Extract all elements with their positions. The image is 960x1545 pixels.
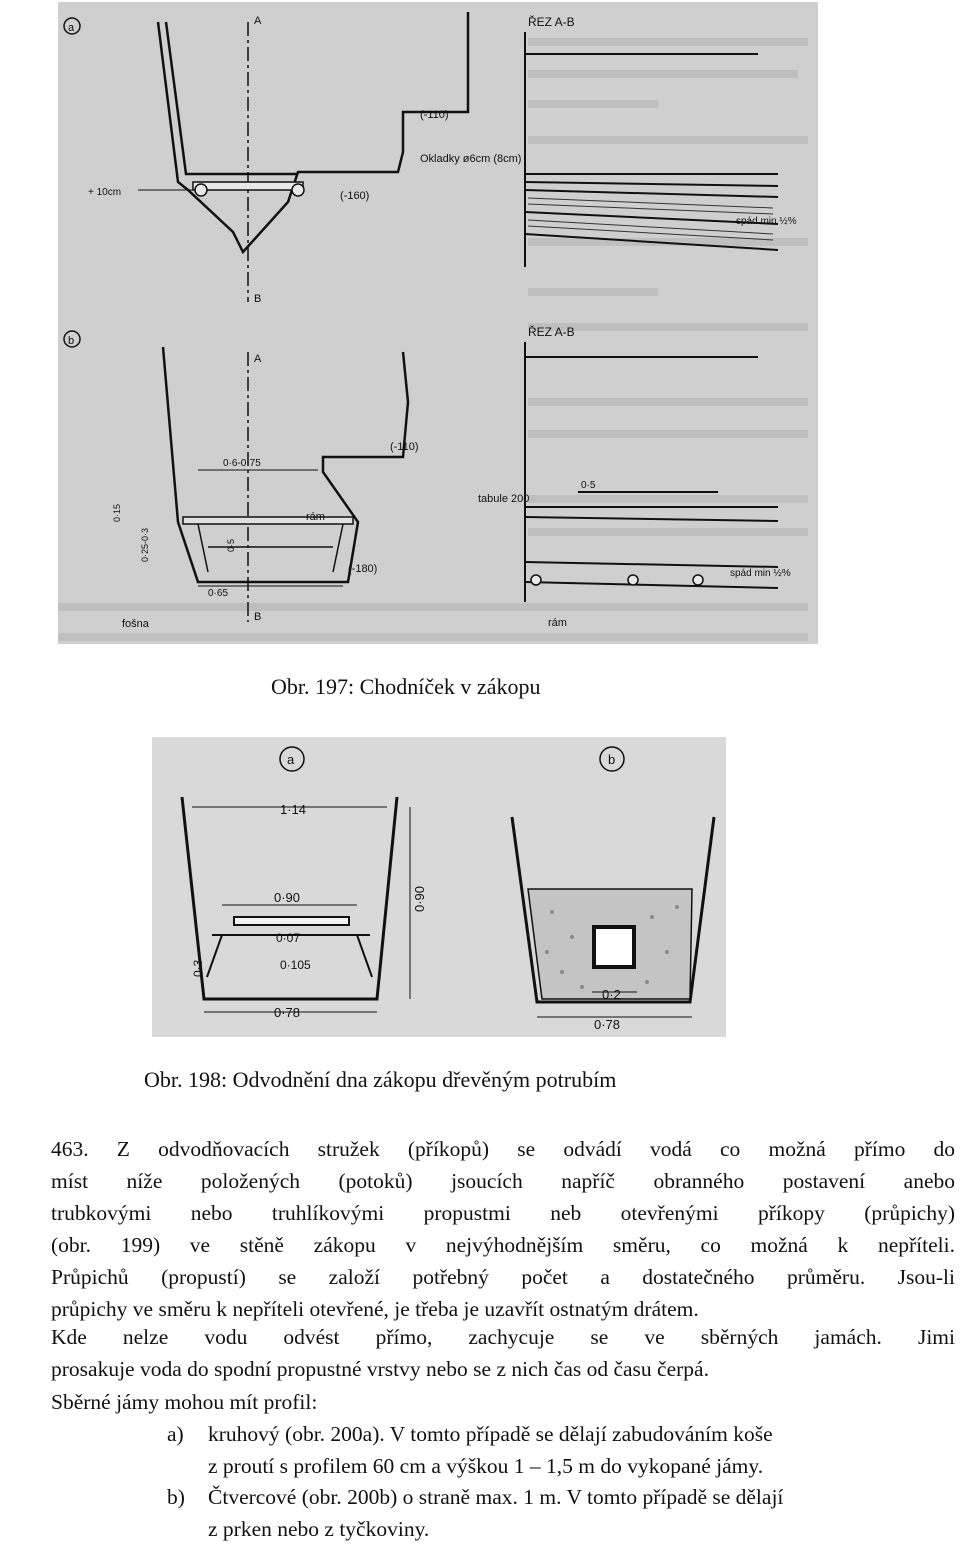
- level-minus-160: (-160): [340, 190, 370, 202]
- width-10cm: + 10cm: [88, 187, 122, 198]
- slope-note-a: spád min ½%: [736, 216, 797, 227]
- list-item-a: [167, 1418, 957, 1482]
- panel-a-label: a: [68, 22, 75, 34]
- section-label-a2: A: [254, 353, 262, 365]
- section-label-b: B: [254, 293, 262, 305]
- p463-line-4: (obr. 199) ve stěně zákopu v nejvýhodnějším směru, co možná k nepříteli.: [51, 1233, 955, 1257]
- paragraph-sberne-jamy-intro: [51, 1321, 955, 1385]
- fig198-dim-090v: 0·90: [412, 885, 427, 912]
- level-minus-180: (-180): [348, 563, 378, 575]
- fig198-panel-b-label: b: [608, 752, 616, 767]
- kde-line-1: Kde nelze vodu odvést přímo, zachycuje se ve sběrných jamách. Jimi: [51, 1325, 955, 1349]
- slope-note-b: spád min ½%: [730, 568, 791, 579]
- fig198-dim-114: 1·14: [280, 802, 307, 817]
- level-minus-110-a: (-110): [420, 109, 449, 121]
- fig198-panel-a-label: a: [287, 752, 295, 767]
- panel-b-label: b: [68, 335, 75, 347]
- section-label-b2: B: [254, 611, 262, 623]
- sberne-line: Sběrné jámy mohou mít profil:: [51, 1390, 318, 1414]
- fig198-dim-007: 0·07: [276, 931, 301, 945]
- fig198-dim-078a: 0·78: [274, 1005, 301, 1020]
- paragraph-463: [51, 1133, 955, 1325]
- ram-label-2: rám: [548, 617, 567, 629]
- p463-line-2: míst níže položených (potoků) jsoucích napříč obranného postavení anebo: [51, 1169, 955, 1193]
- fig198-square-pipe: [594, 927, 634, 967]
- fig198-dim-078b: 0·78: [594, 1017, 621, 1032]
- list-item-b-line-1: Čtvercové (obr. 200b) o straně max. 1 m. V tomto případě se dělají: [208, 1485, 784, 1509]
- figure-197-caption: Obr. 197: Chodníček v zákopu: [271, 674, 541, 699]
- dim-05-horizontal: 0·5: [581, 480, 596, 491]
- p463-line-1: 463. Z odvodňovacích stružek (příkopů) se odvádí vodá co možná přímo do: [51, 1137, 955, 1161]
- rez-a-label: ŘEZ A-B: [528, 15, 575, 29]
- figure-198-drainage-drawing: [152, 737, 726, 1037]
- list-item-b: [167, 1481, 957, 1545]
- list-marker-b: b): [167, 1485, 185, 1509]
- fig198-dim-03: 0·3: [191, 959, 205, 977]
- list-marker-a: a): [167, 1422, 184, 1446]
- figure-198-caption: Obr. 198: Odvodnění dna zákopu dřevěným potrubím: [144, 1067, 617, 1092]
- figure-197-trench-walkway-drawing: [58, 2, 818, 644]
- rez-b-label: ŘEZ A-B: [528, 325, 575, 339]
- list-item-a-line-1: kruhový (obr. 200a). V tomto případě se dělají zabudováním koše: [208, 1422, 773, 1446]
- okladky-note: Okladky ø6cm (8cm): [420, 153, 522, 165]
- dim-015: 0·15: [112, 503, 122, 522]
- tabule-label: tabule 200: [478, 493, 530, 505]
- p463-line-6: průpichy ve směru k nepříteli otevřené, je třeba je uzavřít ostnatým drátem.: [51, 1297, 699, 1321]
- paragraph-profiles: [51, 1386, 955, 1418]
- fosna-label: fošna: [122, 618, 149, 630]
- p463-line-3: trubkovými nebo truhlíkovými propustmi neb otevřenými příkopy (průpichy): [51, 1201, 955, 1225]
- kde-line-2: prosakuje voda do spodní propustné vrstvy nebo se z nich čas od času čerpá.: [51, 1357, 709, 1381]
- list-item-a-line-2: z proutí s profilem 60 cm a výškou 1 – 1,5 m do vykopané jámy.: [208, 1454, 764, 1478]
- list-item-b-line-2: z prken nebo z tyčkoviny.: [208, 1517, 430, 1541]
- p463-line-5: Průpichů (propustí) se založí potřebný počet a dostatečného průměru. Jsou-li: [51, 1265, 955, 1289]
- dim-06-075: 0·6-0·75: [223, 458, 261, 469]
- dim-05-vertical: 0·5: [226, 538, 236, 552]
- dim-065: 0·65: [208, 588, 229, 599]
- section-label-a: A: [254, 15, 262, 27]
- fig198-dim-0105: 0·105: [280, 958, 311, 972]
- level-minus-110-b: (-110): [390, 441, 419, 453]
- dim-025: 0·25-0·3: [140, 527, 150, 562]
- fig198-dim-02: 0·2: [602, 987, 621, 1002]
- fig198-dim-090h: 0·90: [274, 890, 301, 905]
- ram-label-1: rám: [306, 511, 325, 523]
